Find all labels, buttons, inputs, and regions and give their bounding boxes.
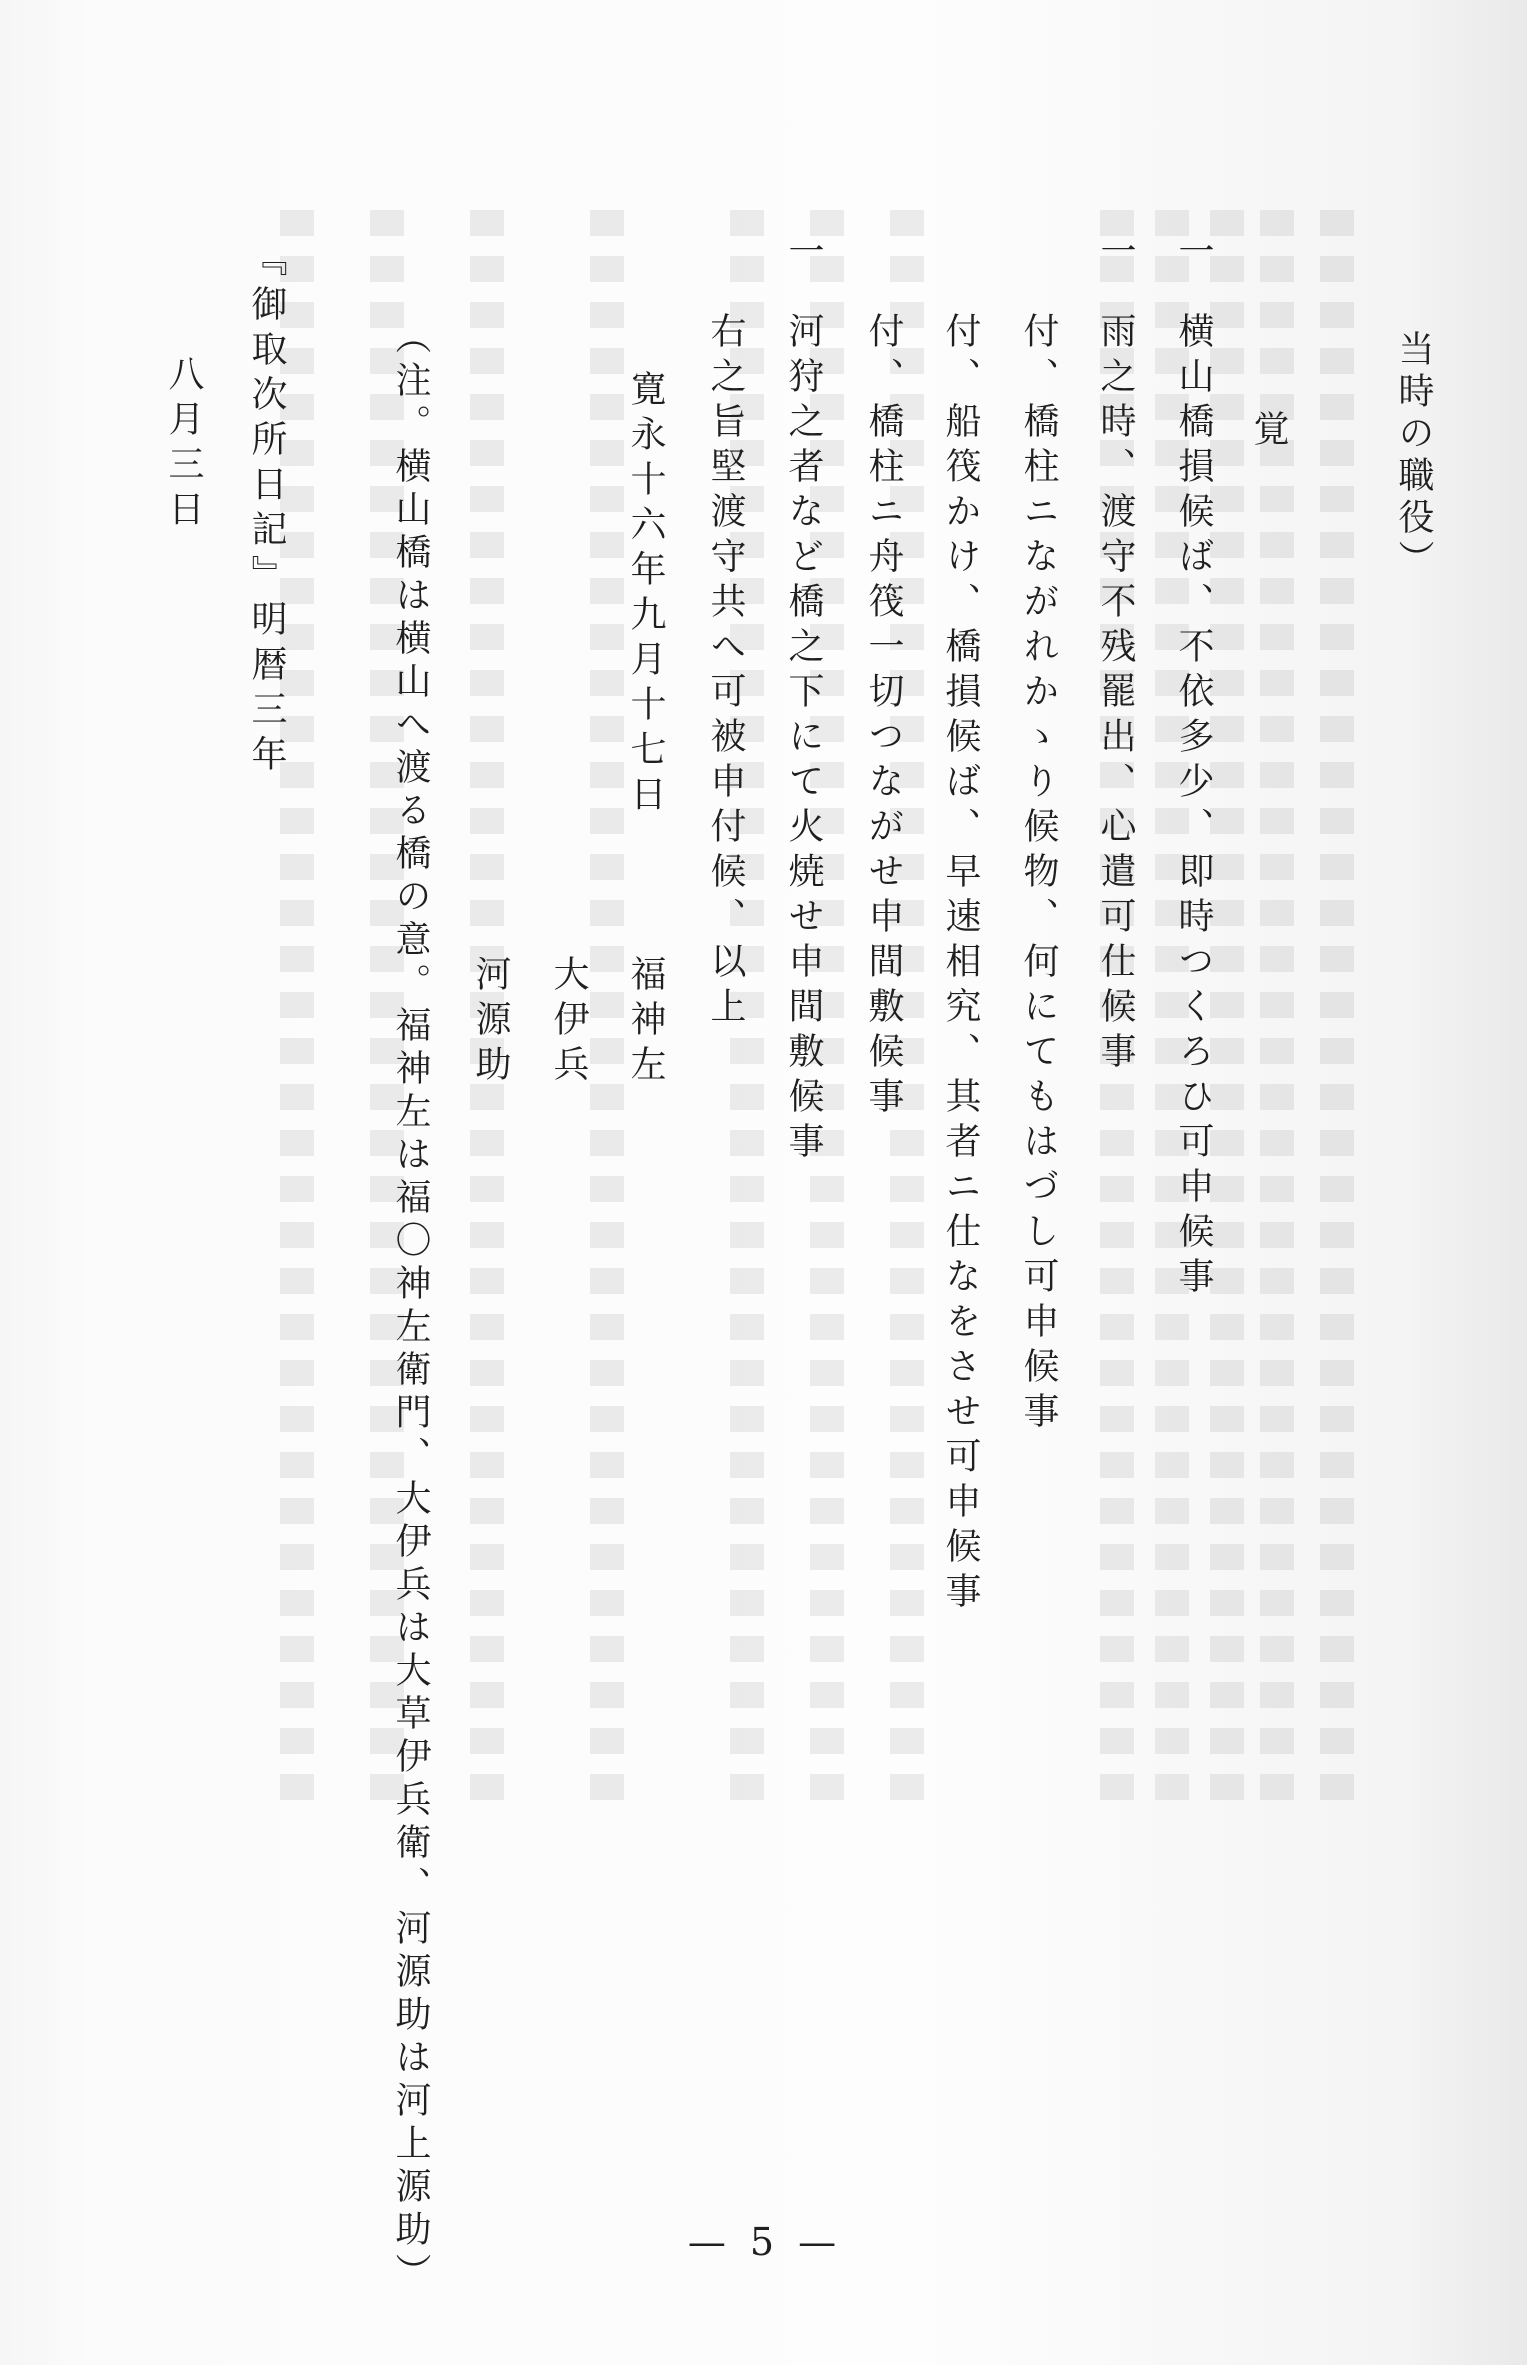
closing-line: 右之旨堅渡守共へ可被申付候、以上 [705,312,746,1032]
sub-item-text: 付、橋柱ニながれかゝり候物、何にてもはづし可申候事 [1018,312,1059,1437]
item-text: 横山橋損候ば、不依多少、即時つくろひ可申候事 [1173,312,1214,1302]
running-header: 当時の職役） [1393,330,1434,582]
document-date: 寛永十六年九月十七日 [625,370,666,820]
item-mark: 一 [783,232,824,277]
item-mark: 一 [1095,232,1136,277]
item-mark: 一 [1173,232,1214,277]
document-title: 覚 [1248,410,1289,455]
source-date: 八月三日 [163,355,204,535]
signatory: 大伊兵 [548,955,589,1090]
item-text: 河狩之者など橋之下にて火焼せ申間敷候事 [783,312,824,1167]
item-text: 雨之時、渡守不残罷出、心遣可仕候事 [1095,312,1136,1077]
sub-item-text: 付、船筏かけ、橋損候ば、早速相究、其者ニ仕なをさせ可申候事 [940,312,981,1617]
sub-item-text: 付、橋柱ニ舟筏一切つながせ申間敷候事 [863,312,904,1122]
signatory: 福神左 [625,955,666,1090]
signatory: 河源助 [470,955,511,1090]
page-number: — 5 — [687,2220,843,2264]
source-title: 『御取次所日記』明暦三年 [246,240,287,780]
editorial-note: （注。横山橋は横山へ渡る橋の意。福神左は福〇神左衛門、大伊兵は大草伊兵衛、河源助は河上源助） [390,318,431,2296]
